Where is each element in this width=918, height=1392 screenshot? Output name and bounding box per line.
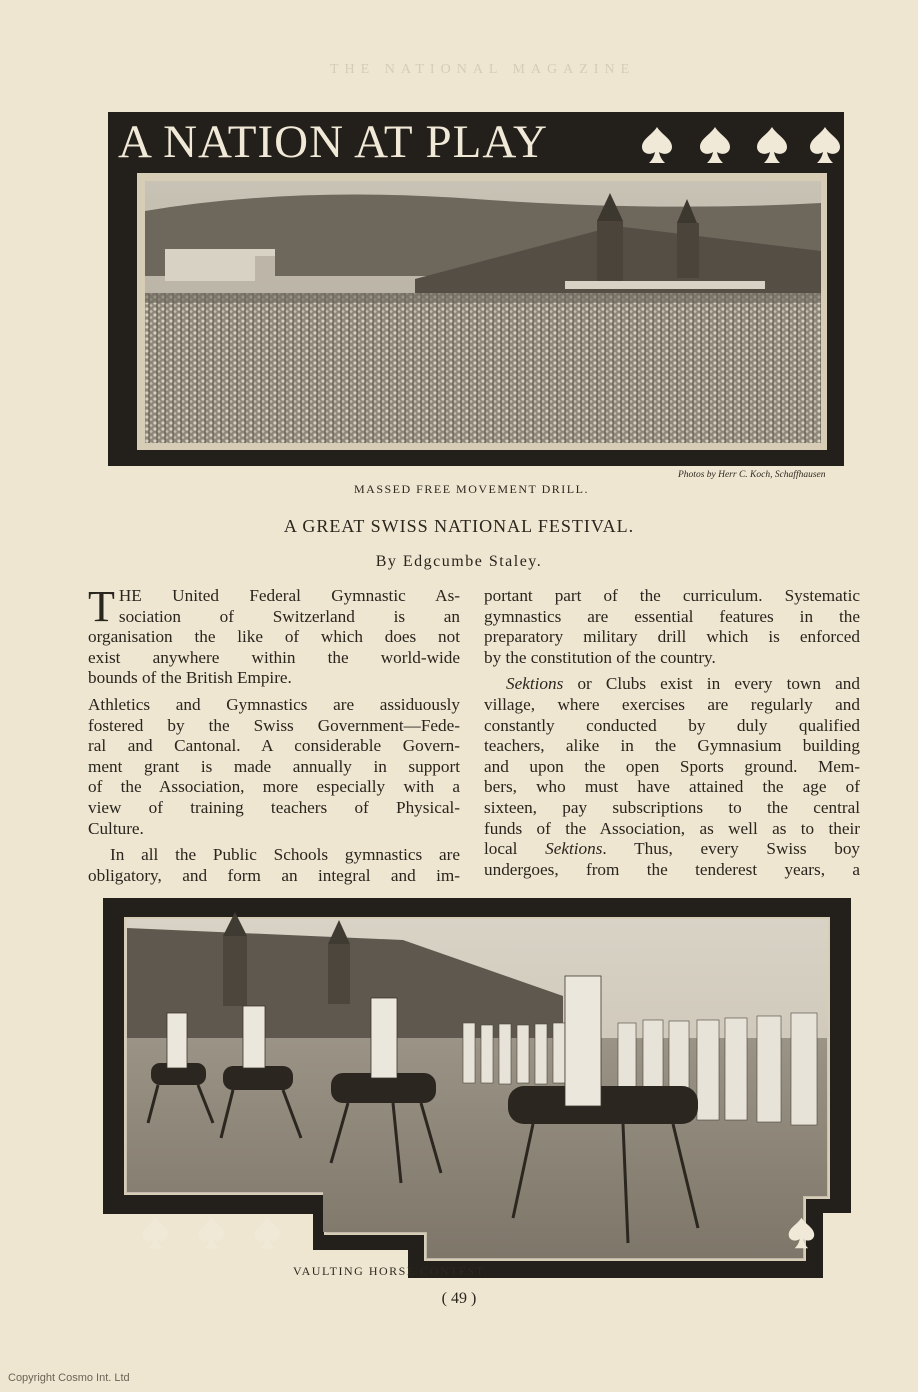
copyright-watermark: Copyright Cosmo Int. Ltd [8,1372,130,1384]
text-line: teachers, alike in the Gymnasium building [484,736,860,756]
bottom-photo-caption: VAULTING HORSE CONTEST. [293,1264,489,1278]
photo-credit: Photos by Herr C. Koch, Schaffhausen [678,470,826,480]
text-line: village, where exercises are regularly and [484,694,860,714]
text-line: local Sektions. Thus, every Swiss boy [484,839,861,859]
page-number: ( 49 ) [441,1290,477,1307]
text-line: obligatory, and form an integral and im- [88,865,460,885]
paragraph-1 [88,582,460,689]
text-line: Sektions or Clubs exist in every town and [506,674,860,694]
spade-ornament-icon [698,125,732,165]
text-line: sociation of Switzerland is an [118,606,460,626]
text-line: HE United Federal Gymnastic As- [118,586,460,605]
text-line: gymnastics are essential features in the [484,606,860,626]
article-headline: A GREAT SWISS NATIONAL FESTIVAL. [283,516,635,536]
text-line: fostered by the Swiss Government—Fede- [88,715,460,735]
text-line: sixteen, pay subscriptions to the central [484,797,860,817]
text-line: ment grant is made annually in support [88,756,460,776]
article-byline: By Edgcumbe Staley. [375,553,543,570]
paragraph-1 [484,586,860,668]
text-line: Athletics and Gymnastics are assiduously [88,694,460,714]
text-line: undergoes, from the tenderest years, a [484,859,860,879]
text-line: organisation the like of which does not [88,627,460,647]
text-line: portant part of the curriculum. Systematic [484,586,860,605]
running-head-ghost: THE NATIONAL MAGAZINE [330,62,636,77]
text-line: ral and Cantonal. A considerable Govern- [88,736,460,756]
text-line: and upon the open Sports ground. Mem- [484,756,860,776]
massed-drill-photo [145,181,821,443]
vaulting-photo-plate [103,898,851,1278]
top-photo-caption: MASSED FREE MOVEMENT DRILL. [354,482,589,496]
spade-ornament-icon [808,125,842,165]
text-line: Culture. [88,818,144,838]
article-column-right [484,586,860,880]
text-line: by the constitution of the country. [484,647,716,667]
paragraph-3 [88,845,460,886]
paragraph-2 [88,695,460,839]
paragraph-2 [484,674,860,880]
spade-ornament-icon [640,125,674,165]
text-line: constantly conducted by duly qualified [484,715,860,735]
article-column-left [88,582,460,886]
text-line: bounds of the British Empire. [88,668,292,688]
text-line: preparatory military drill which is enforced [484,627,860,647]
text-line: bers, who must have attained the age of [484,777,860,797]
drop-cap: T [88,582,115,631]
text-line: In all the Public Schools gymnastics are [110,845,460,865]
spade-ornament-icon [755,125,789,165]
text-line: funds of the Association, as well as to their [484,818,860,838]
text-line: view of training teachers of Physical- [88,797,460,817]
page-title: A NATION AT PLAY [118,116,548,168]
text-line: exist anywhere within the world-wide [88,647,460,667]
text-line: of the Association, more especially with a [88,777,460,797]
